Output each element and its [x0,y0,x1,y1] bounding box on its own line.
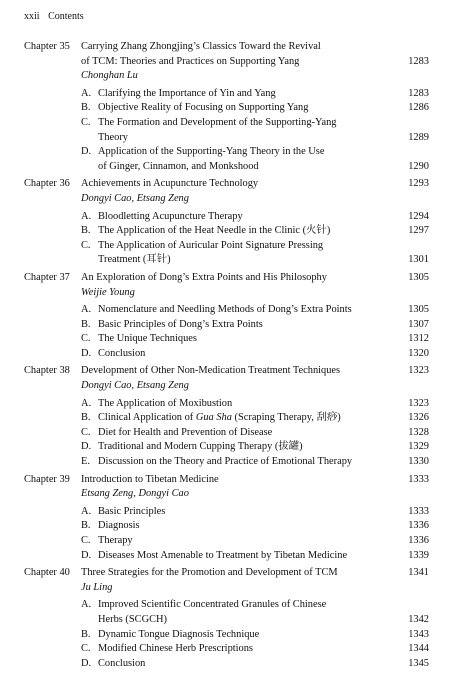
section-page-number: 1326 [408,412,429,424]
section-entry [81,318,429,333]
section-page-number: 1342 [408,613,429,625]
chapter-entry [24,177,429,268]
section-letter: D. [81,657,92,669]
chapter-page-number: 1293 [408,178,429,190]
section-page-number: 1323 [408,397,429,409]
section-page-number: 1290 [408,160,429,172]
section-title-line: Basic Principles [98,505,166,517]
section-title-line: Conclusion [98,347,146,359]
chapter-page-number: 1323 [408,365,429,377]
chapter-page-number: 1341 [408,567,429,579]
header-page-number: xxii [24,11,40,22]
chapter-title-line: Three Strategies for the Promotion and Development of TCM [81,567,338,579]
section-title-line: Discussion on the Theory and Practice of Emotional Therapy [98,456,353,468]
section-entry [81,303,429,318]
section-page-number: 1336 [408,520,429,532]
section-entry [81,505,429,520]
section-title-line: Herbs (SCGCH) [98,613,167,625]
section-page-number: 1320 [408,347,429,359]
chapter-label: Chapter 40 [24,567,70,579]
section-entry [81,347,429,362]
section-letter: D. [81,549,92,561]
section-title-line: Therapy [98,535,133,546]
section-entry [81,455,429,470]
section-entry [81,332,429,347]
chapter-authors: Dongyi Cao, Etsang Zeng [81,380,189,392]
section-page-number: 1297 [408,225,429,237]
section-title-line: Basic Principles of Dong’s Extra Points [98,318,263,330]
section-entry [81,519,429,534]
section-letter: A. [81,87,92,99]
section-title-line: The Unique Techniques [98,333,197,345]
section-entry [81,210,429,225]
chapter-page-number: 1283 [408,55,429,67]
chapter-label: Chapter 37 [24,271,70,283]
section-title-line: Diagnosis [98,520,140,532]
section-entry [81,657,429,672]
section-title-line: Theory [98,131,129,143]
section-letter: B. [81,102,91,114]
section-title-line: Clarifying the Importance of Yin and Yang [98,87,276,99]
chapter-authors: Weijie Young [81,286,135,298]
section-entry [81,239,429,268]
section-letter: A. [81,397,92,409]
section-entry [81,224,429,239]
section-entry [81,116,429,145]
chapter-entry [24,364,429,469]
chapter-authors: Dongyi Cao, Etsang Zeng [81,192,189,204]
chapter-authors: Etsang Zeng, Dongyi Cao [81,488,189,500]
section-title-line: Conclusion [98,657,146,669]
section-letter: B. [81,628,91,640]
section-letter: C. [81,426,91,438]
chapter-page-number: 1333 [408,473,429,485]
section-letter: B. [81,520,91,532]
section-title-line: Application of the Supporting-Yang Theory in the Use [98,146,325,158]
section-title-line: Diseases Most Amenable to Treatment by Tibetan Medicine [98,549,348,561]
chapter-entry [24,473,429,564]
section-page-number: 1305 [408,304,429,316]
chapter-title-line: Achievements in Acupuncture Technology [81,178,259,190]
section-title-line: The Application of Moxibustion [98,397,233,409]
chapter-title-line: Carrying Zhang Zhongjing’s Classics Toward the Revival [81,41,321,52]
header-label: Contents [48,11,84,22]
section-entry [81,598,429,627]
section-page-number: 1345 [408,657,429,669]
section-title-line: Modified Chinese Herb Prescriptions [98,643,253,655]
chapter-label: Chapter 35 [24,41,70,52]
section-letter: A. [81,210,92,222]
section-page-number: 1329 [408,441,429,453]
section-letter: B. [81,318,91,330]
section-entry [81,145,429,174]
section-entry [81,534,429,549]
section-entry [81,426,429,441]
section-letter: D. [81,347,92,359]
section-letter: A. [81,505,92,517]
section-entry [81,642,429,657]
chapter-entry [24,271,429,362]
section-page-number: 1339 [408,549,429,561]
section-entry [81,397,429,412]
section-title-line: The Formation and Development of the Supporting-Yang [98,116,337,128]
chapter-label: Chapter 36 [24,178,70,190]
section-letter: A. [81,599,92,611]
chapter-title-line: An Exploration of Dong’s Extra Points and His Philosophy [81,271,327,283]
section-letter: C. [81,333,91,345]
section-letter: A. [81,304,92,316]
section-letter: C. [81,643,91,655]
section-title-line: Improved Scientific Concentrated Granules of Chinese [98,599,327,611]
section-title-line: Diet for Health and Prevention of Disease [98,426,273,438]
section-page-number: 1333 [408,505,429,517]
chapter-label: Chapter 38 [24,365,70,377]
chapter-title-line: Introduction to Tibetan Medicine [81,473,219,485]
section-page-number: 1294 [408,210,429,222]
section-title-line: Treatment (耳针) [98,254,171,266]
chapter-entry [24,566,429,671]
section-title-line: The Application of Auricular Point Signature Pressing [98,239,324,251]
section-letter: C. [81,535,91,546]
running-header [24,10,84,25]
section-entry [81,87,429,102]
section-page-number: 1283 [408,87,429,99]
section-page-number: 1307 [408,318,429,330]
section-page-number: 1336 [408,535,429,546]
section-letter: B. [81,412,91,424]
section-letter: B. [81,225,91,237]
section-entry [81,628,429,643]
section-page-number: 1289 [408,131,429,143]
chapter-authors: Chonghan Lu [81,70,138,82]
section-page-number: 1343 [408,628,429,640]
section-letter: E. [81,456,90,468]
section-entry [81,411,429,426]
section-entry [81,440,429,455]
section-title-line: Clinical Application of Gua Sha (Scraping Therapy, 刮痧) [98,412,341,424]
section-letter: D. [81,146,92,158]
section-page-number: 1286 [408,102,429,114]
section-letter: C. [81,239,91,251]
section-title-line: Nomenclature and Needling Methods of Dong’s Extra Points [98,304,352,316]
chapter-title-line: of TCM: Theories and Practices on Supporting Yang [81,55,300,67]
section-page-number: 1301 [408,254,429,266]
section-entry [81,101,429,116]
section-title-line: Objective Reality of Focusing on Supporting Yang [98,102,309,114]
section-title-line: of Ginger, Cinnamon, and Monkshood [98,160,259,172]
chapter-label: Chapter 39 [24,473,70,485]
chapter-page-number: 1305 [408,271,429,283]
section-title-line: Traditional and Modern Cupping Therapy (拔罐) [98,441,303,453]
section-letter: D. [81,441,92,453]
section-page-number: 1312 [408,333,429,345]
chapter-title-line: Development of Other Non-Medication Treatment Techniques [81,365,341,377]
section-page-number: 1344 [408,643,429,655]
section-title-line: Dynamic Tongue Diagnosis Technique [98,628,260,640]
chapter-entry [24,40,429,174]
section-entry [81,549,429,564]
section-page-number: 1330 [408,456,429,468]
section-title-line: The Application of the Heat Needle in the Clinic (火针) [98,225,331,237]
section-letter: C. [81,116,91,128]
section-page-number: 1328 [408,426,429,438]
section-title-line: Bloodletting Acupuncture Therapy [98,210,243,222]
table-of-contents [24,40,429,674]
chapter-authors: Ju Ling [81,581,113,593]
